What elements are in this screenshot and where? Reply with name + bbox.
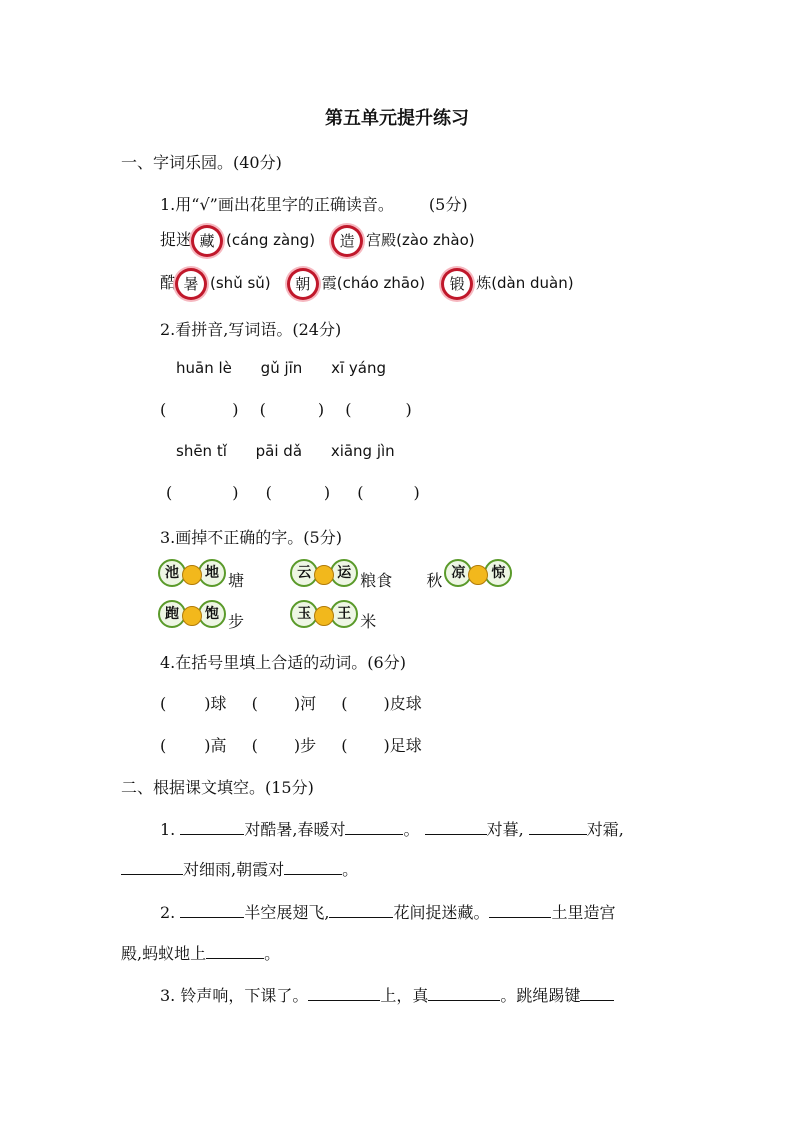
s2-q2-line-1: [160, 900, 615, 923]
bee-icon: [314, 606, 334, 626]
q1-score: (5分): [428, 195, 468, 214]
choice-char[interactable]: 跑: [158, 600, 186, 628]
q3-tail: 粮食: [360, 570, 393, 590]
answer-blank[interactable]: ( ): [345, 400, 412, 419]
s2-text: 铃声响，下课了。: [180, 986, 309, 1005]
answer-blank[interactable]: ( ): [166, 483, 239, 502]
answer-blank[interactable]: ( ): [160, 400, 239, 419]
pinyin-row-2: [176, 442, 395, 460]
answer-blank[interactable]: ( ): [265, 483, 331, 502]
s2-q2-num: 2.: [160, 903, 176, 922]
flower-char[interactable]: 藏: [194, 228, 220, 254]
s2-q1-line-2: [121, 857, 358, 880]
flower-char[interactable]: 暑: [178, 271, 204, 297]
s2-text: 。跳绳踢键: [500, 986, 581, 1005]
choice-char[interactable]: 凉: [444, 559, 472, 587]
q3-row-1: [158, 559, 512, 590]
fill-blank[interactable]: [580, 986, 614, 1001]
q4-word: 步: [300, 736, 317, 755]
q4-word: 高: [210, 736, 227, 755]
q1-r2-pinyin: 炼(dàn duàn): [476, 274, 574, 292]
fill-blank[interactable]: [329, 903, 393, 918]
q1-row-2: [160, 270, 574, 297]
q1-r1-pre: 捉迷: [160, 230, 193, 249]
fill-blank[interactable]: [428, 986, 500, 1001]
pinyin: gǔ jīn: [260, 359, 303, 377]
pinyin: pāi dǎ: [255, 442, 303, 460]
answer-blank[interactable]: ( ): [357, 483, 420, 502]
s2-text: 土里造宫: [551, 903, 616, 922]
pinyin: huān lè: [176, 359, 232, 377]
answer-row-2: [166, 483, 420, 502]
s2-q3-num: 3.: [160, 986, 176, 1005]
q1-r2-pinyin: (shǔ sǔ): [210, 274, 271, 292]
s2-text: 花间捉迷藏。: [393, 903, 490, 922]
q1-r1-pinyin: 宫殿(zào zhào): [366, 231, 475, 249]
q4-word: 球: [210, 694, 227, 713]
q4-row-1: ( )球 ( )河 ( )皮球: [160, 694, 422, 713]
choice-char[interactable]: 玉: [290, 600, 318, 628]
choice-char[interactable]: 运: [330, 559, 358, 587]
q4-row-2: ( )高 ( )步 ( )足球: [160, 736, 422, 755]
q4-word: 皮球: [389, 694, 422, 713]
pinyin-row-1: [176, 359, 386, 377]
section-1-heading: 一、字词乐园。(40分): [121, 153, 282, 172]
s2-text: 上，真: [380, 986, 429, 1005]
s2-q1-num: 1.: [160, 820, 176, 839]
q1-r1-pinyin: (cáng zàng): [226, 231, 316, 249]
fill-blank[interactable]: [206, 944, 264, 959]
q3-row-2: [158, 600, 377, 631]
choice-char[interactable]: 饱: [198, 600, 226, 628]
fill-blank[interactable]: [121, 860, 183, 875]
bee-icon: [182, 606, 202, 626]
s2-text: 。: [342, 860, 359, 879]
q1-r2-pre: 酷: [160, 273, 177, 292]
s2-text: 对暮,: [486, 820, 524, 839]
q3-tail: 米: [360, 611, 377, 631]
pinyin: xī yáng: [331, 359, 387, 377]
page-title: 第五单元提升练习: [325, 108, 469, 129]
bee-icon: [182, 565, 202, 585]
s2-text: 对酷暑,春暖对: [244, 820, 346, 839]
fill-blank[interactable]: [425, 820, 487, 835]
choice-char[interactable]: 地: [198, 559, 226, 587]
fill-blank[interactable]: [345, 820, 403, 835]
choice-char[interactable]: 惊: [484, 559, 512, 587]
q4-word: 足球: [389, 736, 422, 755]
flower-char[interactable]: 造: [334, 228, 360, 254]
answer-row-1: [160, 400, 412, 419]
s2-q3-line-1: [160, 983, 614, 1006]
fill-blank[interactable]: [180, 820, 244, 835]
flower-char[interactable]: 锻: [444, 271, 470, 297]
q3-prompt: 3.画掉不正确的字。(5分): [160, 528, 342, 547]
q3-pre: 秋: [426, 570, 443, 590]
fill-blank[interactable]: [180, 903, 244, 918]
section-2-heading: 二、根据课文填空。(15分): [121, 778, 314, 797]
q4-word: 河: [300, 694, 317, 713]
flower-char[interactable]: 朝: [290, 271, 316, 297]
answer-blank[interactable]: ( ): [259, 400, 325, 419]
pinyin: xiāng jìn: [330, 442, 395, 460]
s2-text: 对霜,: [586, 820, 624, 839]
q4-prompt: 4.在括号里填上合适的动词。(6分): [160, 653, 406, 672]
s2-text: 殿,蚂蚁地上: [121, 944, 207, 963]
q1-prompt: [160, 192, 468, 215]
choice-char[interactable]: 云: [290, 559, 318, 587]
q1-text: 1.用“√”画出花里字的正确读音。: [160, 195, 394, 214]
fill-blank[interactable]: [284, 860, 342, 875]
q1-r2-pinyin: 霞(cháo zhāo): [321, 274, 426, 292]
pinyin: shēn tǐ: [176, 442, 227, 460]
bee-icon: [314, 565, 334, 585]
choice-char[interactable]: 池: [158, 559, 186, 587]
q3-tail: 塘: [228, 570, 245, 590]
s2-text: 。: [403, 820, 420, 839]
s2-q2-line-2: [121, 941, 280, 964]
fill-blank[interactable]: [529, 820, 587, 835]
fill-blank[interactable]: [489, 903, 551, 918]
s2-text: 对细雨,朝霞对: [183, 860, 285, 879]
s2-text: 。: [264, 944, 281, 963]
s2-q1-line-1: [160, 817, 624, 840]
bee-icon: [468, 565, 488, 585]
fill-blank[interactable]: [308, 986, 380, 1001]
choice-char[interactable]: 王: [330, 600, 358, 628]
q3-tail: 步: [228, 611, 245, 631]
s2-text: 半空展翅飞,: [244, 903, 330, 922]
q2-prompt: 2.看拼音,写词语。(24分): [160, 320, 342, 339]
q1-row-1: [160, 227, 475, 254]
